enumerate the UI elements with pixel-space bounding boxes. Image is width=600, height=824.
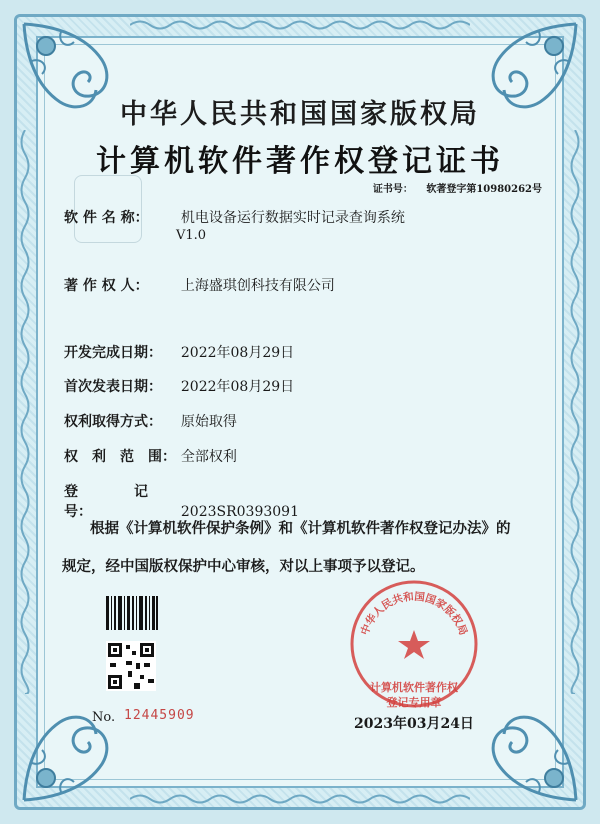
- field-value: 上海盛琪创科技有限公司: [180, 278, 335, 294]
- field-value: 机电设备运行数据实时记录查询系统: [180, 210, 405, 226]
- border-pattern-bottom: [130, 792, 470, 806]
- certificate-title: 计算机软件著作权登记证书: [96, 144, 504, 179]
- issuer-title: 中华人民共和国国家版权局: [120, 99, 480, 130]
- field-label: 权利取得方式：: [64, 414, 162, 430]
- serial-number-value: 12445909: [124, 708, 195, 723]
- field-label: 著 作 权 人：: [64, 278, 149, 294]
- qr-code-icon: [106, 641, 156, 691]
- field-label: 软 件 名 称：: [64, 210, 149, 226]
- field-value: 2023SR0393091: [180, 504, 299, 520]
- border-pattern-top: [130, 18, 470, 32]
- barcode-icon: [106, 596, 158, 630]
- field-software-name: [64, 207, 405, 227]
- field-copyright-owner: [64, 275, 335, 295]
- corner-ornament-bottom-right: [474, 698, 584, 808]
- field-value: 原始取得: [180, 414, 237, 430]
- seal-text-line-2: 登记专用章: [386, 696, 442, 709]
- field-label: 权 利 范 围：: [64, 449, 176, 465]
- field-registration-number: [64, 481, 299, 521]
- field-rights-acquisition: [64, 411, 237, 431]
- svg-text:中华人民共和国国家版权局: 中华人民共和国国家版权局: [358, 590, 470, 637]
- serial-number-label: No.: [92, 710, 116, 725]
- field-first-publication-date: [64, 376, 294, 396]
- border-pattern-right: [568, 130, 582, 694]
- issue-date: 2023年03月24日: [354, 716, 474, 732]
- statement-line-1: 根据《计算机软件保护条例》和《计算机软件著作权登记办法》的: [90, 520, 511, 537]
- seal-text-line-1: 计算机软件著作权: [370, 681, 458, 694]
- field-value: 全部权利: [180, 449, 237, 465]
- field-label: 首次发表日期：: [64, 379, 162, 395]
- field-development-date: [64, 342, 294, 362]
- certificate-number-label: 证书号：: [372, 184, 413, 195]
- field-rights-scope: [64, 446, 237, 466]
- field-value: 2022年08月29日: [180, 379, 295, 395]
- field-value: 2022年08月29日: [180, 345, 295, 361]
- statement-line-2: 规定，经中国版权保护中心审核，对以上事项予以登记。: [62, 558, 425, 575]
- field-label: 登 记 号：: [64, 484, 162, 520]
- certificate-number-value: 软著登字第10980262号: [426, 184, 542, 195]
- field-label: 开发完成日期：: [64, 345, 162, 361]
- software-version: V1.0: [176, 228, 207, 243]
- certificate-number: [373, 180, 542, 195]
- border-pattern-left: [18, 130, 32, 694]
